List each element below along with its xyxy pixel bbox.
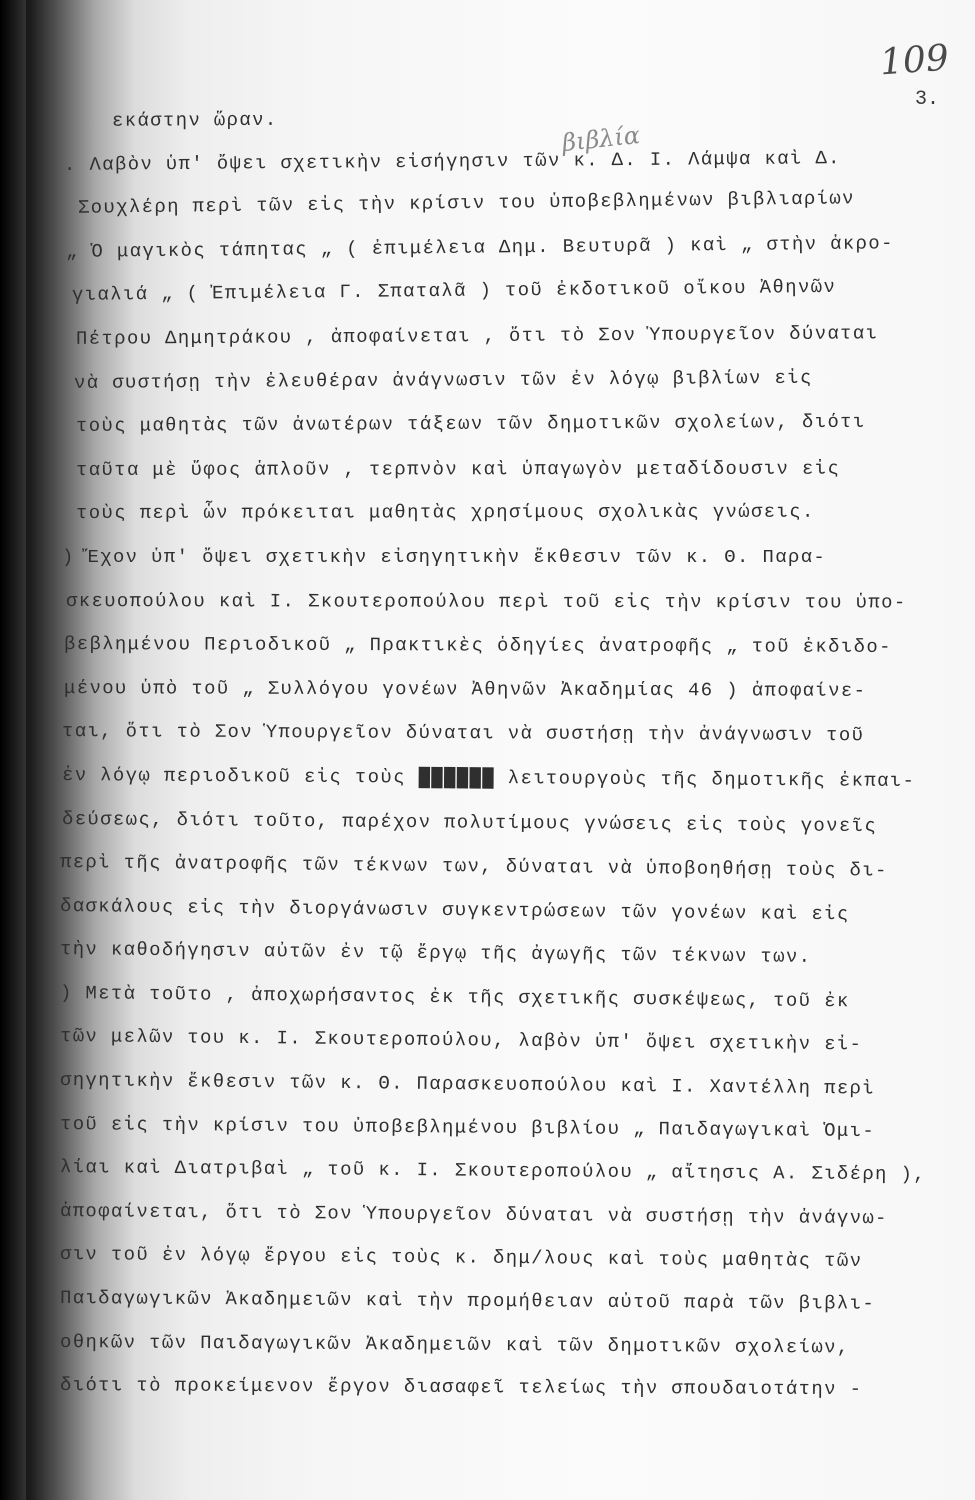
page-number: 3. <box>915 88 940 111</box>
text-line: ) Μετὰ τοῦτο , ἀποχωρήσαντος ἐκ τῆς σχετικῆς συσκέψεως, τοῦ ἐκ <box>59 981 850 1013</box>
text-line: τὴν καθοδήγησιν αὐτῶν ἐν τῷ ἔργῳ τῆς ἀγωγῆς τῶν τέκνων των. <box>59 938 812 969</box>
text-line: σκευοπούλου καὶ Ι. Σκουτεροπούλου περὶ τοῦ εἰς τὴν κρίσιν του ὑπο- <box>65 589 907 614</box>
typewritten-text <box>60 100 970 1408</box>
text-line: τοῦ εἰς τὴν κρίσιν του ὑποβεβλημένου βιβλίου „ Παιδαγωγικαὶ Ὁμι- <box>59 1112 876 1142</box>
text-line: δασκάλους εἰς τὴν διοργάνωσιν συγκεντρώσεων τῶν γονέων καὶ εἰς <box>59 894 850 925</box>
text-line: ται, ὅτι τὸ Σον Ὑπουργεῖον δύναται νὰ συστήσῃ τὴν ἀνάγνωσιν τοῦ <box>61 720 865 747</box>
text-line: Πέτρου Δημητράκου , ἀποφαίνεται , ὅτι τὸ Σον Ὑπουργεῖον δύναται <box>75 322 879 350</box>
text-line: βεβλημένου Περιοδικοῦ „ Πρακτικὲς ὁδηγίες ἀνατροφῆς „ τοῦ ἐκδιδο- <box>63 633 892 659</box>
text-line: γιαλιά „ ( Ἐπιμέλεια Γ. Σπαταλᾶ ) τοῦ ἐκδοτικοῦ οἴκου Ἀθηνῶν <box>71 276 837 307</box>
text-line: μένου ὑπὸ τοῦ „ Συλλόγου γονέων Ἀθηνῶν Ἀκαδημίας 46 ) ἀποφαίνε- <box>63 676 867 702</box>
text-line: . Λαβὸν ὑπ' ὄψει σχετικὴν εἰσήγησιν τῶν κ. Δ. Ι. Λάμψα καὶ Δ. <box>63 146 841 176</box>
text-line: ἀποφαίνεται, ὅτι τὸ Σον Ὑπουργεῖον δύναται νὰ συστήσῃ τὴν ἀνάγνω- <box>59 1199 888 1230</box>
text-line: τοὺς περὶ ὧν πρόκειται μαθητὰς χρησίμους σχολικὰς γνώσεις. <box>75 501 815 525</box>
text-line: λίαι καὶ Διατριβαὶ „ τοῦ κ. Ι. Σκουτεροπούλου „ αἴτησις Α. Σιδέρη ), <box>59 1156 927 1186</box>
text-line: νὰ συστήσῃ τὴν ἐλευθέραν ἀνάγνωσιν τῶν ἐν λόγῳ βιβλίων εἰς <box>73 366 813 394</box>
text-line: τῶν μελῶν του κ. Ι. Σκουτεροπούλου, λαβὸν ὑπ' ὄψει σχετικὴν εἰ- <box>59 1025 863 1056</box>
text-line: δεύσεως, διότι τοῦτο, παρέχον πολυτίμους γνώσεις εἰς τοὺς γονεῖς <box>61 807 878 837</box>
text-line: Παιδαγωγικῶν Ἀκαδημειῶν καὶ τὴν προμήθειαν αὐτοῦ παρὰ τῶν βιβλι- <box>59 1287 876 1315</box>
text-line: Σουχλέρη περὶ τῶν εἰς τὴν κρίσιν του ὑποβεβλημένων βιβλιαρίων <box>77 187 855 219</box>
text-line: ταῦτα μὲ ὕφος ἁπλοῦν , τερπνὸν καὶ ὑπαγωγὸν μεταδίδουσιν εἰς <box>75 457 841 481</box>
text-line: „ Ὁ μαγικὸς τάπητας „ ( ἐπιμέλεια Δημ. Βευτυρᾶ ) καὶ „ στὴν ἀκρο- <box>65 232 894 263</box>
text-line: ἐν λόγῳ περιοδικοῦ εἰς τοὺς ██████ λειτουργοὺς τῆς δημοτικῆς ἐκπαι- <box>61 763 916 792</box>
text-line: εκάστην ὥραν. <box>111 108 278 132</box>
text-line: σηγητικὴν ἔκθεσιν τῶν κ. Θ. Παρασκευοπούλου καὶ Ι. Χαντέλλη περὶ <box>59 1069 876 1100</box>
text-line: διότι τὸ προκείμενον ἔργον διασαφεῖ τελείως τὴν σπουδαιοτάτην - <box>59 1374 863 1401</box>
text-line: τοὺς μαθητὰς τῶν ἀνωτέρων τάξεων τῶν δημοτικῶν σχολείων, διότι <box>75 410 866 438</box>
text-line: περὶ τῆς ἀνατροφῆς τῶν τέκνων των, δύναται νὰ ὑποβοηθήσῃ τοὺς δι- <box>59 851 888 882</box>
archive-number: 109 <box>878 37 951 84</box>
text-line: οθηκῶν τῶν Παιδαγωγικῶν Ἀκαδημειῶν καὶ τῶν δημοτικῶν σχολείων, <box>59 1330 850 1359</box>
handwritten-margin-note: βιβλία <box>560 121 642 157</box>
book-binding-shadow <box>0 0 26 1500</box>
text-line: ) Ἔχον ὑπ' ὄψει σχετικὴν εἰσηγητικὴν ἔκθεσιν τῶν κ. Θ. Παρα- <box>62 545 827 568</box>
text-line: σιν τοῦ ἐν λόγῳ ἔργου εἰς τοὺς κ. δημ/λους καὶ τοὺς μαθητὰς τῶν <box>59 1243 863 1273</box>
